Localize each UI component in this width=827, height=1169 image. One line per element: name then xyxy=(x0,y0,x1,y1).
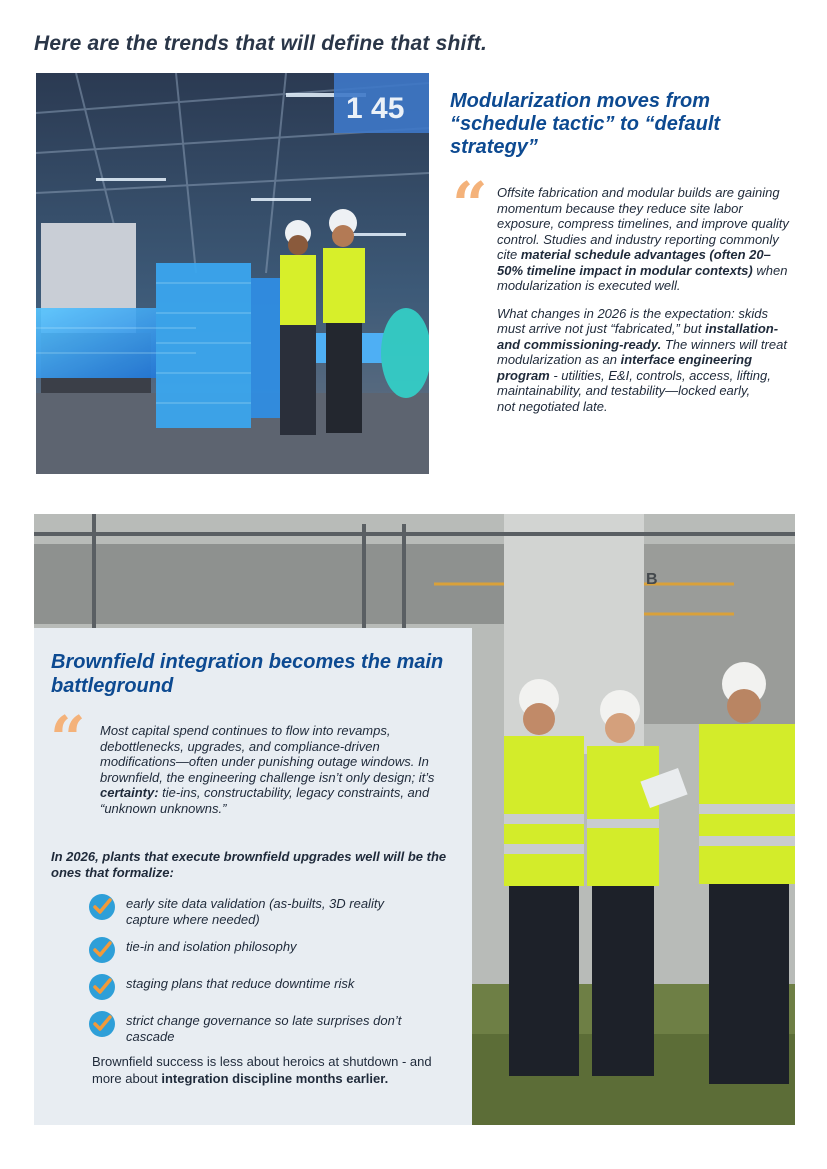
schedule-advantage-highlight: material schedule advantages (often 20–50% timeline impact in modular contexts) xyxy=(497,247,771,278)
page-heading: Here are the trends that will define that shift. xyxy=(34,32,488,55)
checklist-item-text: tie-in and isolation philosophy xyxy=(126,939,297,955)
checkmark-icon xyxy=(88,1010,116,1038)
modularization-section-title: Modularization moves from “schedule tactic” to “default strategy” xyxy=(450,90,721,158)
brownfield-closing: Brownfield success is less about heroics at shutdown - and more about integration discipline months earlier. xyxy=(92,1054,432,1086)
brownfield-section-title: Brownfield integration becomes the main battleground xyxy=(51,651,444,697)
checkmark-icon xyxy=(88,936,116,964)
modularization-paragraph-2: What changes in 2026 is the expectation: skids must arrive not just “fabricated,” but installation- and commissioning-ready. The winners will treat modularization as an interface engineering program - utilities, E&I, controls, access, lifting, maintainability, and testability—locked early, not negotiated late. xyxy=(497,305,787,414)
factory-engineers-photo xyxy=(36,73,429,474)
integration-discipline-highlight: integration discipline months earlier. xyxy=(161,1071,389,1086)
modularization-body xyxy=(497,185,792,426)
list-item xyxy=(88,1012,428,1044)
brownfield-lead: In 2026, plants that execute brownfield upgrades well will be the ones that formalize: xyxy=(51,849,447,880)
checkmark-icon xyxy=(88,893,116,921)
quote-mark-icon: “ xyxy=(452,168,488,241)
quote-mark-icon: “ xyxy=(50,702,86,775)
screen-numbers-text: 1 45 xyxy=(346,92,405,125)
certainty-highlight: certainty: xyxy=(100,785,159,801)
brownfield-intro: Most capital spend continues to flow into revamps, debottlenecks, upgrades, and compliance-driven modifications—often under punishing outage windows. In brownfield, the engineering challenge isn’t only design; it’s certainty: tie-ins, constructability, legacy constraints, and “unknown unknowns.” xyxy=(100,723,435,816)
list-item xyxy=(88,938,428,964)
interface-engineering-highlight: interface engineering program xyxy=(497,352,753,383)
list-item xyxy=(88,895,428,927)
checklist-item-text: early site data validation (as-builts, 3D reality capture where needed) xyxy=(126,896,384,927)
commissioning-ready-highlight: installation- and commissioning-ready. xyxy=(497,321,779,352)
formalize-checklist xyxy=(88,895,428,1055)
checkmark-icon xyxy=(88,973,116,1001)
checklist-item-text: staging plans that reduce downtime risk xyxy=(126,976,355,992)
tank-letter: B xyxy=(646,571,658,588)
modularization-paragraph-1: Offsite fabrication and modular builds are gaining momentum because they reduce site labor exposure, compress timelines, and improve quality control. Studies and industry reporting commonly cite material schedule advantages (often 20–50% timeline impact in modular contexts) when modularization is executed well. xyxy=(497,185,789,293)
list-item xyxy=(88,975,428,1001)
checklist-item-text: strict change governance so late surprises don’t cascade xyxy=(126,1013,402,1044)
